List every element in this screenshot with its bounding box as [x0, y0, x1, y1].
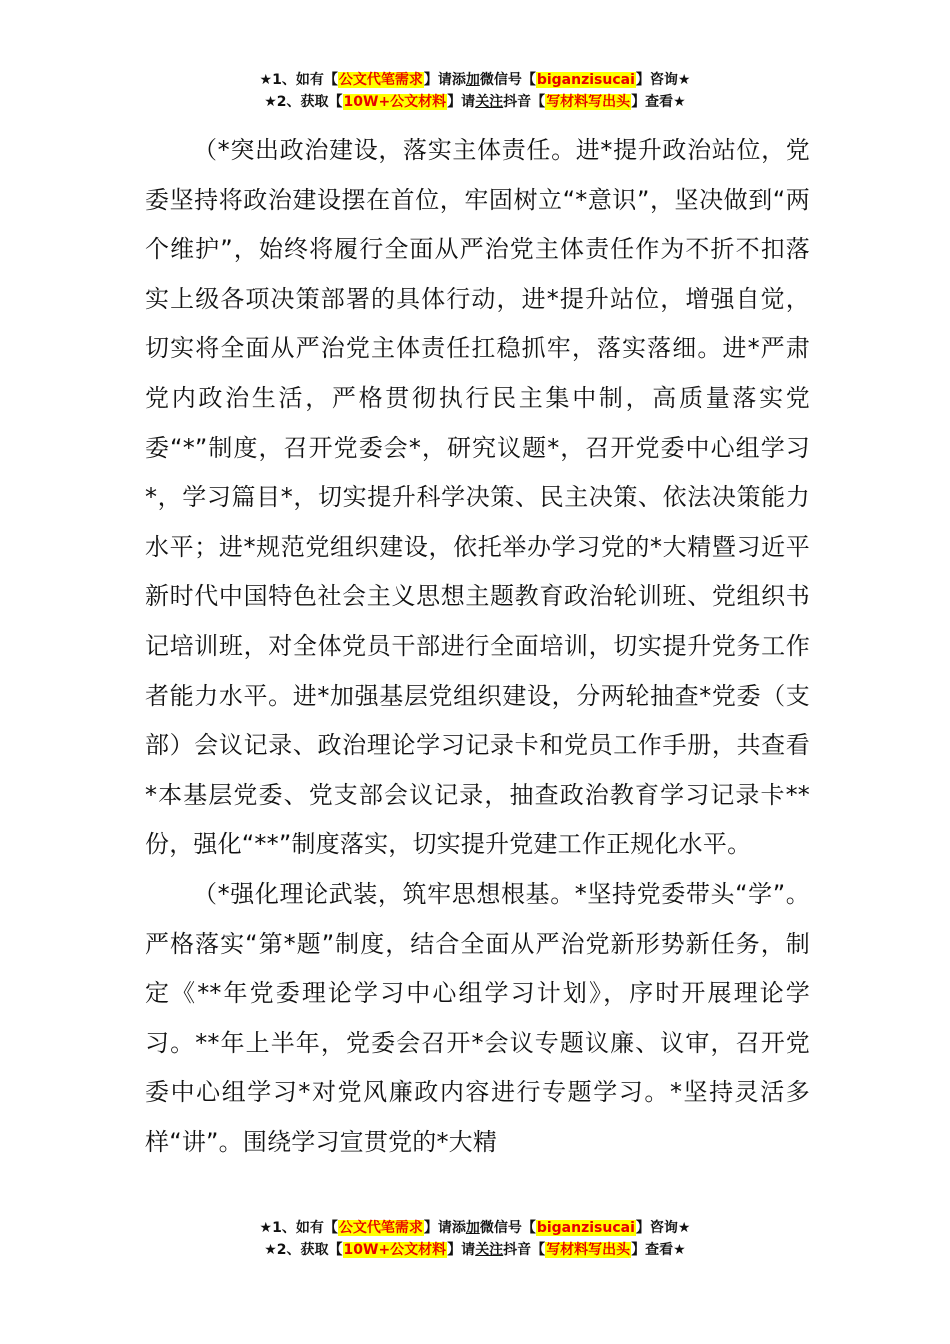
- banner-text: 】查看★: [631, 94, 686, 110]
- banner-underlined-text: 加: [465, 1220, 480, 1236]
- body-paragraph: （*突出政治建设，落实主体责任。进*提升政治站位，党委坚持将政治建设摆在首位，牢固树立“*意识”，坚决做到“两个维护”，始终将履行全面从严治党主体责任作为不折不扣落实上级各项决策部署的具体行动，进*提升站位，增强自觉，切实将全面从严治党主体责任扛稳抓牢，落实落细。进*严肃党内政治生活，严格贯彻执行民主集中制，高质量落实党委“*”制度，召开党委会*，研究议题*，召开党委中心组学习*，学习篇目*，切实提升科学决策、民主决策、依法决策能力水平；进*规范党组织建设，依托举办学习党的*大精暨习近平新时代中国特色社会主义思想主题教育政治轮训班、党组织书记培训班，对全体党员干部进行全面培训，切实提升党务工作者能力水平。进*加强基层党组织建设，分两轮抽查*党委（支部）会议记录、政治理论学习记录卡和党员工作手册，共查看*本基层党委、党支部会议记录，抽查政治教育学习记录卡**份，强化“**”制度落实，切实提升党建工作正规化水平。: [145, 136, 810, 859]
- banner-text: ★1、如有【: [259, 1220, 338, 1236]
- banner-text: 】咨询★: [635, 1220, 691, 1236]
- banner-text: 】请添: [423, 1220, 466, 1236]
- banner-line-2: [0, 91, 950, 113]
- banner-highlight: 写材料写出头: [546, 1242, 631, 1258]
- banner-text: 】请: [447, 1242, 476, 1258]
- banner-text: 微信号【: [479, 72, 536, 88]
- footer-banner: [0, 1217, 950, 1261]
- banner-highlight: biganzisucai: [536, 1220, 635, 1236]
- banner-text: 】咨询★: [635, 72, 691, 88]
- banner-underlined-text: 关注: [475, 94, 504, 110]
- banner-highlight: 公文代笔需求: [338, 1220, 423, 1236]
- header-banner: [0, 69, 950, 113]
- banner-line-1: [0, 69, 950, 91]
- banner-highlight: biganzisucai: [536, 72, 635, 88]
- banner-text: ★2、获取【: [264, 94, 343, 110]
- banner-line-2: [0, 1239, 950, 1261]
- banner-text: 微信号【: [479, 1220, 536, 1236]
- banner-highlight: 公文代笔需求: [338, 72, 423, 88]
- banner-text: 】请添: [423, 72, 466, 88]
- banner-line-1: [0, 1217, 950, 1239]
- banner-highlight: 10W+公文材料: [343, 1242, 447, 1258]
- banner-text: ★2、获取【: [264, 1242, 343, 1258]
- body-paragraph: （*强化理论武装，筑牢思想根基。*坚持党委带头“学”。严格落实“第*题”制度，结合全面从严治党新形势新任务，制定《**年党委理论学习中心组学习计划》，序时开展理论学习。**年上半年，党委会召开*会议专题议廉、议审，召开党委中心组学习*对党风廉政内容进行专题学习。*坚持灵活多样“讲”。围绕学习宣贯党的*大精: [145, 879, 810, 1156]
- banner-text: 】查看★: [631, 1242, 686, 1258]
- banner-text: ★1、如有【: [259, 72, 338, 88]
- banner-highlight: 10W+公文材料: [343, 94, 447, 110]
- banner-highlight: 写材料写出头: [546, 94, 631, 110]
- document-body: [145, 126, 810, 1167]
- banner-text: 】请: [447, 94, 476, 110]
- banner-text: 抖音【: [503, 94, 546, 110]
- banner-text: 抖音【: [503, 1242, 546, 1258]
- banner-underlined-text: 加: [465, 72, 480, 88]
- banner-underlined-text: 关注: [475, 1242, 504, 1258]
